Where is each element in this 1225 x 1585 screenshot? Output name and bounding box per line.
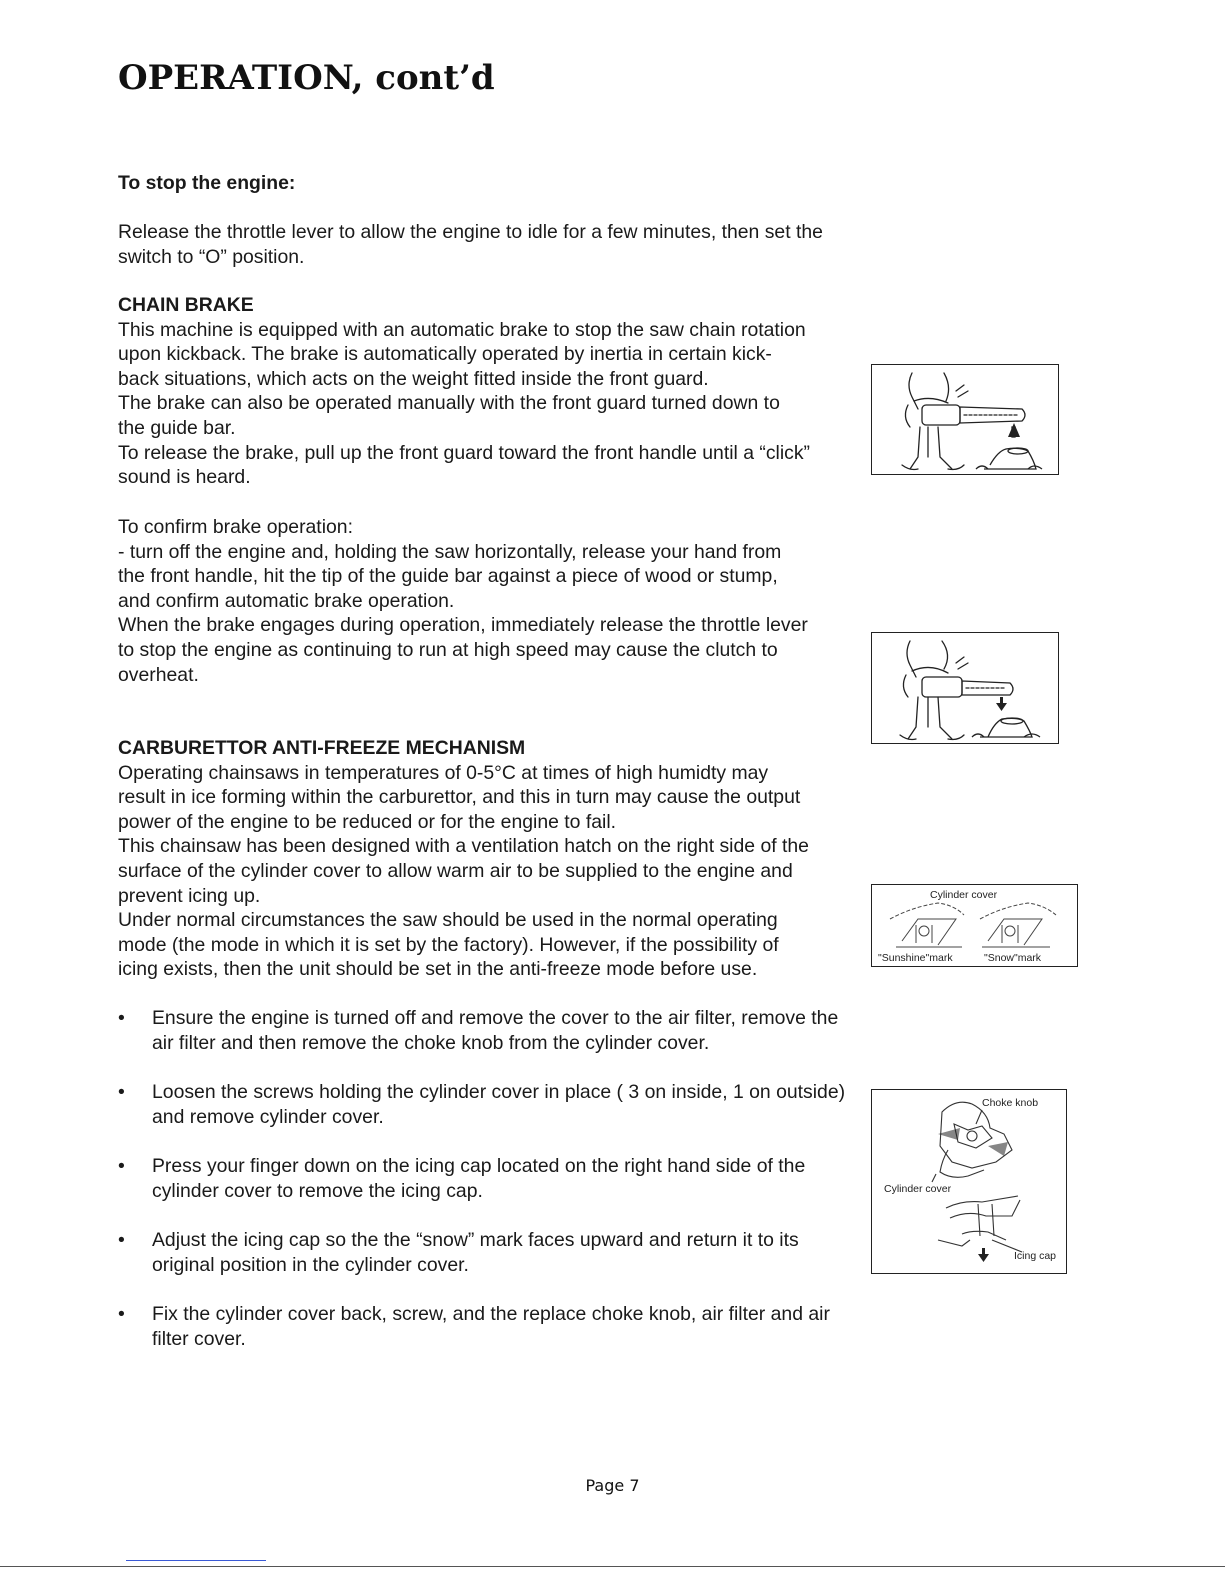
chain-brake-line: sound is heard. (118, 466, 251, 489)
anti-freeze-line: power of the engine to be reduced or for the engine to fail. (118, 810, 617, 833)
list-item (118, 1080, 858, 1129)
choke-knob-figure (871, 1089, 1067, 1274)
anti-freeze-section (118, 736, 858, 982)
bullet-icon: • (118, 1007, 125, 1029)
anti-freeze-line: prevent icing up. (118, 884, 261, 907)
list-item (118, 1006, 858, 1055)
list-item (118, 1154, 858, 1203)
footer-link-underline (126, 1560, 266, 1561)
anti-freeze-heading: CARBURETTOR ANTI-FREEZE MECHANISM (118, 737, 526, 759)
chain-brake-figure-1 (871, 364, 1059, 475)
chain-brake-line: the guide bar. (118, 416, 236, 439)
confirm-brake-line: and confirm automatic brake operation. (118, 589, 455, 612)
chain-brake-line: This machine is equipped with an automatic brake to stop the saw chain rotation (118, 318, 806, 341)
step-text: Press your finger down on the icing cap located on the right hand side of the cylinder cover to remove the icing cap. (152, 1155, 806, 1202)
stop-engine-heading: To stop the engine: (118, 172, 296, 194)
confirm-brake-line: - turn off the engine and, holding the saw horizontally, release your hand from (118, 540, 782, 563)
icing-cap-label: Icing cap (1014, 1250, 1057, 1262)
bullet-icon: • (118, 1155, 125, 1177)
page-number: Page 7 (585, 1476, 640, 1495)
snow-mark-label: "Snow"mark (984, 952, 1042, 964)
anti-freeze-line: This chainsaw has been designed with a ventilation hatch on the right side of the (118, 835, 809, 858)
confirm-brake-section (118, 515, 858, 687)
bullet-icon: • (118, 1229, 125, 1251)
chain-brake-section (118, 293, 858, 490)
cylinder-cover-label: Cylinder cover (930, 889, 998, 901)
confirm-brake-line: To confirm brake operation: (118, 516, 353, 538)
anti-freeze-line: Operating chainsaws in temperatures of 0-5°C at times of high humidty may (118, 761, 769, 784)
confirm-brake-line: the front handle, hit the tip of the guide bar against a piece of wood or stump, (118, 565, 778, 588)
chain-brake-line: back situations, which acts on the weight fitted inside the front guard. (118, 367, 709, 390)
chain-brake-figure-2 (871, 632, 1059, 744)
step-text: Fix the cylinder cover back, screw, and the replace choke knob, air filter and air filter cover. (152, 1303, 830, 1350)
anti-freeze-line: surface of the cylinder cover to allow warm air to be supplied to the engine and (118, 859, 793, 882)
anti-freeze-line: icing exists, then the unit should be set in the anti-freeze mode before use. (118, 958, 758, 981)
anti-freeze-line: result in ice forming within the carburettor, and this in turn may cause the output (118, 786, 801, 809)
confirm-brake-line: to stop the engine as continuing to run at high speed may cause the clutch to (118, 638, 778, 661)
chain-brake-line: The brake can also be operated manually with the front guard turned down to (118, 392, 780, 415)
confirm-brake-line: overheat. (118, 663, 199, 686)
anti-freeze-line: mode (the mode in which it is set by the factory). However, if the possibility of (118, 933, 779, 956)
sunshine-mark-label: "Sunshine"mark (878, 952, 953, 964)
bullet-icon: • (118, 1081, 125, 1103)
step-text: Loosen the screws holding the cylinder cover in place ( 3 on inside, 1 on outside) and remove cylinder cover. (152, 1081, 846, 1128)
chain-brake-line: upon kickback. The brake is automatically operated by inertia in certain kick- (118, 343, 772, 366)
choke-knob-label: Choke knob (982, 1097, 1039, 1109)
chain-brake-line: To release the brake, pull up the front guard toward the front handle until a “click” (118, 441, 810, 464)
cylinder-cover-label: Cylinder cover (884, 1183, 952, 1195)
page-title: OPERATION, cont’d (118, 58, 495, 98)
cylinder-cover-marks-figure (871, 884, 1078, 967)
bullet-icon: • (118, 1303, 125, 1325)
confirm-brake-line: When the brake engages during operation, immediately release the throttle lever (118, 614, 808, 637)
step-text: Ensure the engine is turned off and remove the cover to the air filter, remove the air filter and then remove the choke knob from the cylinder cover. (152, 1007, 839, 1054)
list-item (118, 1302, 858, 1351)
anti-freeze-line: Under normal circumstances the saw should be used in the normal operating (118, 909, 778, 932)
step-text: Adjust the icing cap so the the “snow” mark faces upward and return it to its original position in the cylinder cover. (152, 1229, 799, 1276)
stop-engine-body: Release the throttle lever to allow the engine to idle for a few minutes, then set the switch to “O” position. (118, 221, 823, 268)
chainsaw-operator-icon (872, 365, 1060, 476)
chainsaw-stump-icon (872, 633, 1060, 745)
chain-brake-heading: CHAIN BRAKE (118, 294, 254, 316)
list-item (118, 1228, 858, 1277)
stop-engine-section (118, 171, 858, 196)
footer-divider (0, 1566, 1225, 1567)
